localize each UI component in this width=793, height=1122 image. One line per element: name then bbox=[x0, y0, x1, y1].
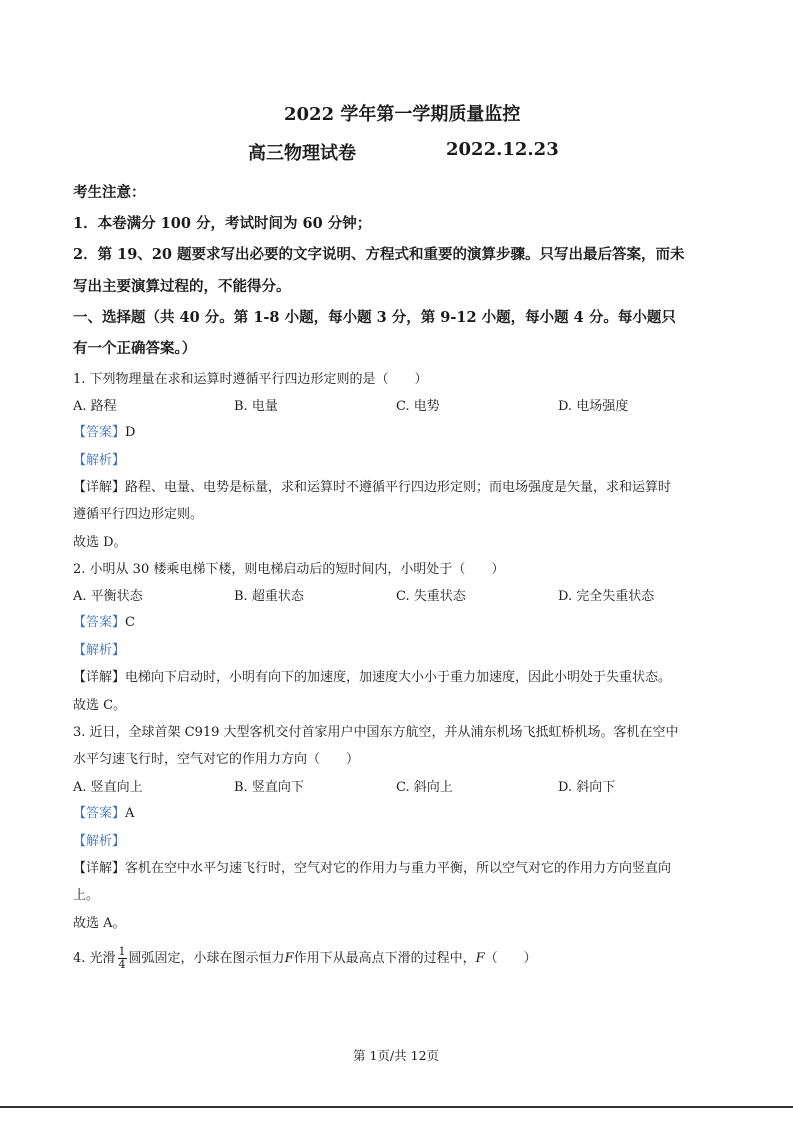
q4-stem-mid2: 作用下从最高点下滑的过程中， bbox=[293, 951, 476, 966]
section-heading-b: 有一个正确答案。） bbox=[73, 340, 197, 357]
q2-choose: 故选 C。 bbox=[73, 698, 127, 713]
page-bottom-divider bbox=[0, 1106, 793, 1108]
answer-value: D bbox=[125, 425, 136, 440]
detail-tag: 【详解】 bbox=[73, 861, 126, 876]
q2-stem: 2. 小明从 30 楼乘电梯下楼，则电梯启动后的短时间内，小明处于（ ） bbox=[73, 562, 505, 577]
q3-analysis-tag: 【解析】 bbox=[73, 834, 126, 849]
q4-stem bbox=[73, 946, 537, 971]
notice-item-2b: 写出主要演算过程的，不能得分。 bbox=[73, 278, 291, 295]
q3-option-d: D. 斜向下 bbox=[558, 780, 616, 795]
q3-answer bbox=[73, 802, 134, 821]
q2-option-b: B. 超重状态 bbox=[234, 589, 304, 604]
q3-option-a: A. 竖直向上 bbox=[73, 780, 143, 795]
q2-analysis-tag: 【解析】 bbox=[73, 643, 126, 658]
fraction-numerator: 1 bbox=[118, 945, 126, 958]
page-number: 第 1页/共 12页 bbox=[353, 1048, 440, 1063]
q3-detail-a bbox=[73, 857, 671, 876]
q1-detail-a bbox=[73, 476, 671, 495]
q1-option-d: D. 电场强度 bbox=[558, 399, 629, 414]
notice-heading: 考生注意： bbox=[73, 184, 146, 201]
q3-detail-b: 上。 bbox=[73, 888, 100, 903]
detail-text: 客机在空中水平匀速飞行时，空气对它的作用力与重力平衡，所以空气对它的作用力方向竖直向 bbox=[125, 861, 672, 876]
notice-item-2a: 2．第 19、20 题要求写出必要的文字说明、方程式和重要的演算步骤。只写出最后答案，而未 bbox=[73, 246, 685, 263]
detail-tag: 【详解】 bbox=[73, 480, 126, 495]
detail-text: 电梯向下启动时，小明有向下的加速度，加速度大小小于重力加速度，因此小明处于失重状态。 bbox=[125, 670, 672, 685]
notice-item-1: 1．本卷满分 100 分，考试时间为 60 分钟； bbox=[73, 215, 372, 232]
section-heading-a: 一、选择题（共 40 分。第 1-8 小题，每小题 3 分，第 9-12 小题，每小题 4 分。每小题只 bbox=[73, 309, 676, 326]
fraction-denominator: 4 bbox=[118, 958, 126, 971]
q3-stem-a: 3. 近日，全球首架 C919 大型客机交付首家用户中国东方航空，并从浦东机场飞抵虹桥机场。客机在空中 bbox=[73, 725, 679, 740]
q1-option-c: C. 电势 bbox=[396, 399, 440, 414]
q1-option-a: A. 路程 bbox=[73, 399, 117, 414]
answer-tag: 【答案】 bbox=[73, 615, 126, 630]
detail-text: 路程、电量、电势是标量，求和运算时不遵循平行四边形定则；而电场强度是矢量，求和运算时 bbox=[125, 480, 672, 495]
doc-subtitle: 高三物理试卷 bbox=[248, 143, 356, 164]
q1-choose: 故选 D。 bbox=[73, 535, 127, 550]
q2-detail-a bbox=[73, 666, 671, 685]
q3-choose: 故选 A。 bbox=[73, 916, 126, 931]
q4-stem-mid: 圆弧固定，小球在图示恒力 bbox=[128, 951, 285, 966]
q3-option-c: C. 斜向上 bbox=[396, 780, 453, 795]
doc-title: 2022 学年第一学期质量监控 bbox=[284, 104, 521, 125]
answer-tag: 【答案】 bbox=[73, 425, 126, 440]
q2-option-a: A. 平衡状态 bbox=[73, 589, 143, 604]
q1-detail-b: 遵循平行四边形定则。 bbox=[73, 507, 204, 522]
answer-tag: 【答案】 bbox=[73, 806, 126, 821]
force-symbol-2: F bbox=[475, 951, 485, 966]
q3-option-b: B. 竖直向下 bbox=[234, 780, 304, 795]
q2-option-d: D. 完全失重状态 bbox=[558, 589, 655, 604]
q2-option-c: C. 失重状态 bbox=[396, 589, 466, 604]
force-symbol: F bbox=[284, 951, 294, 966]
quarter-fraction bbox=[118, 946, 127, 971]
answer-value: A bbox=[125, 806, 135, 821]
q4-stem-end: （ ） bbox=[484, 951, 537, 966]
q1-analysis-tag: 【解析】 bbox=[73, 453, 126, 468]
q1-answer bbox=[73, 421, 135, 440]
q2-answer bbox=[73, 611, 135, 630]
doc-date: 2022.12.23 bbox=[446, 139, 559, 160]
q1-stem: 1. 下列物理量在求和运算时遵循平行四边形定则的是（ ） bbox=[73, 372, 428, 387]
answer-value: C bbox=[125, 615, 135, 630]
q4-stem-pre: 4. 光滑 bbox=[73, 951, 116, 966]
q1-option-b: B. 电量 bbox=[234, 399, 278, 414]
q3-stem-b: 水平匀速飞行时，空气对它的作用力方向（ ） bbox=[73, 752, 360, 767]
detail-tag: 【详解】 bbox=[73, 670, 126, 685]
